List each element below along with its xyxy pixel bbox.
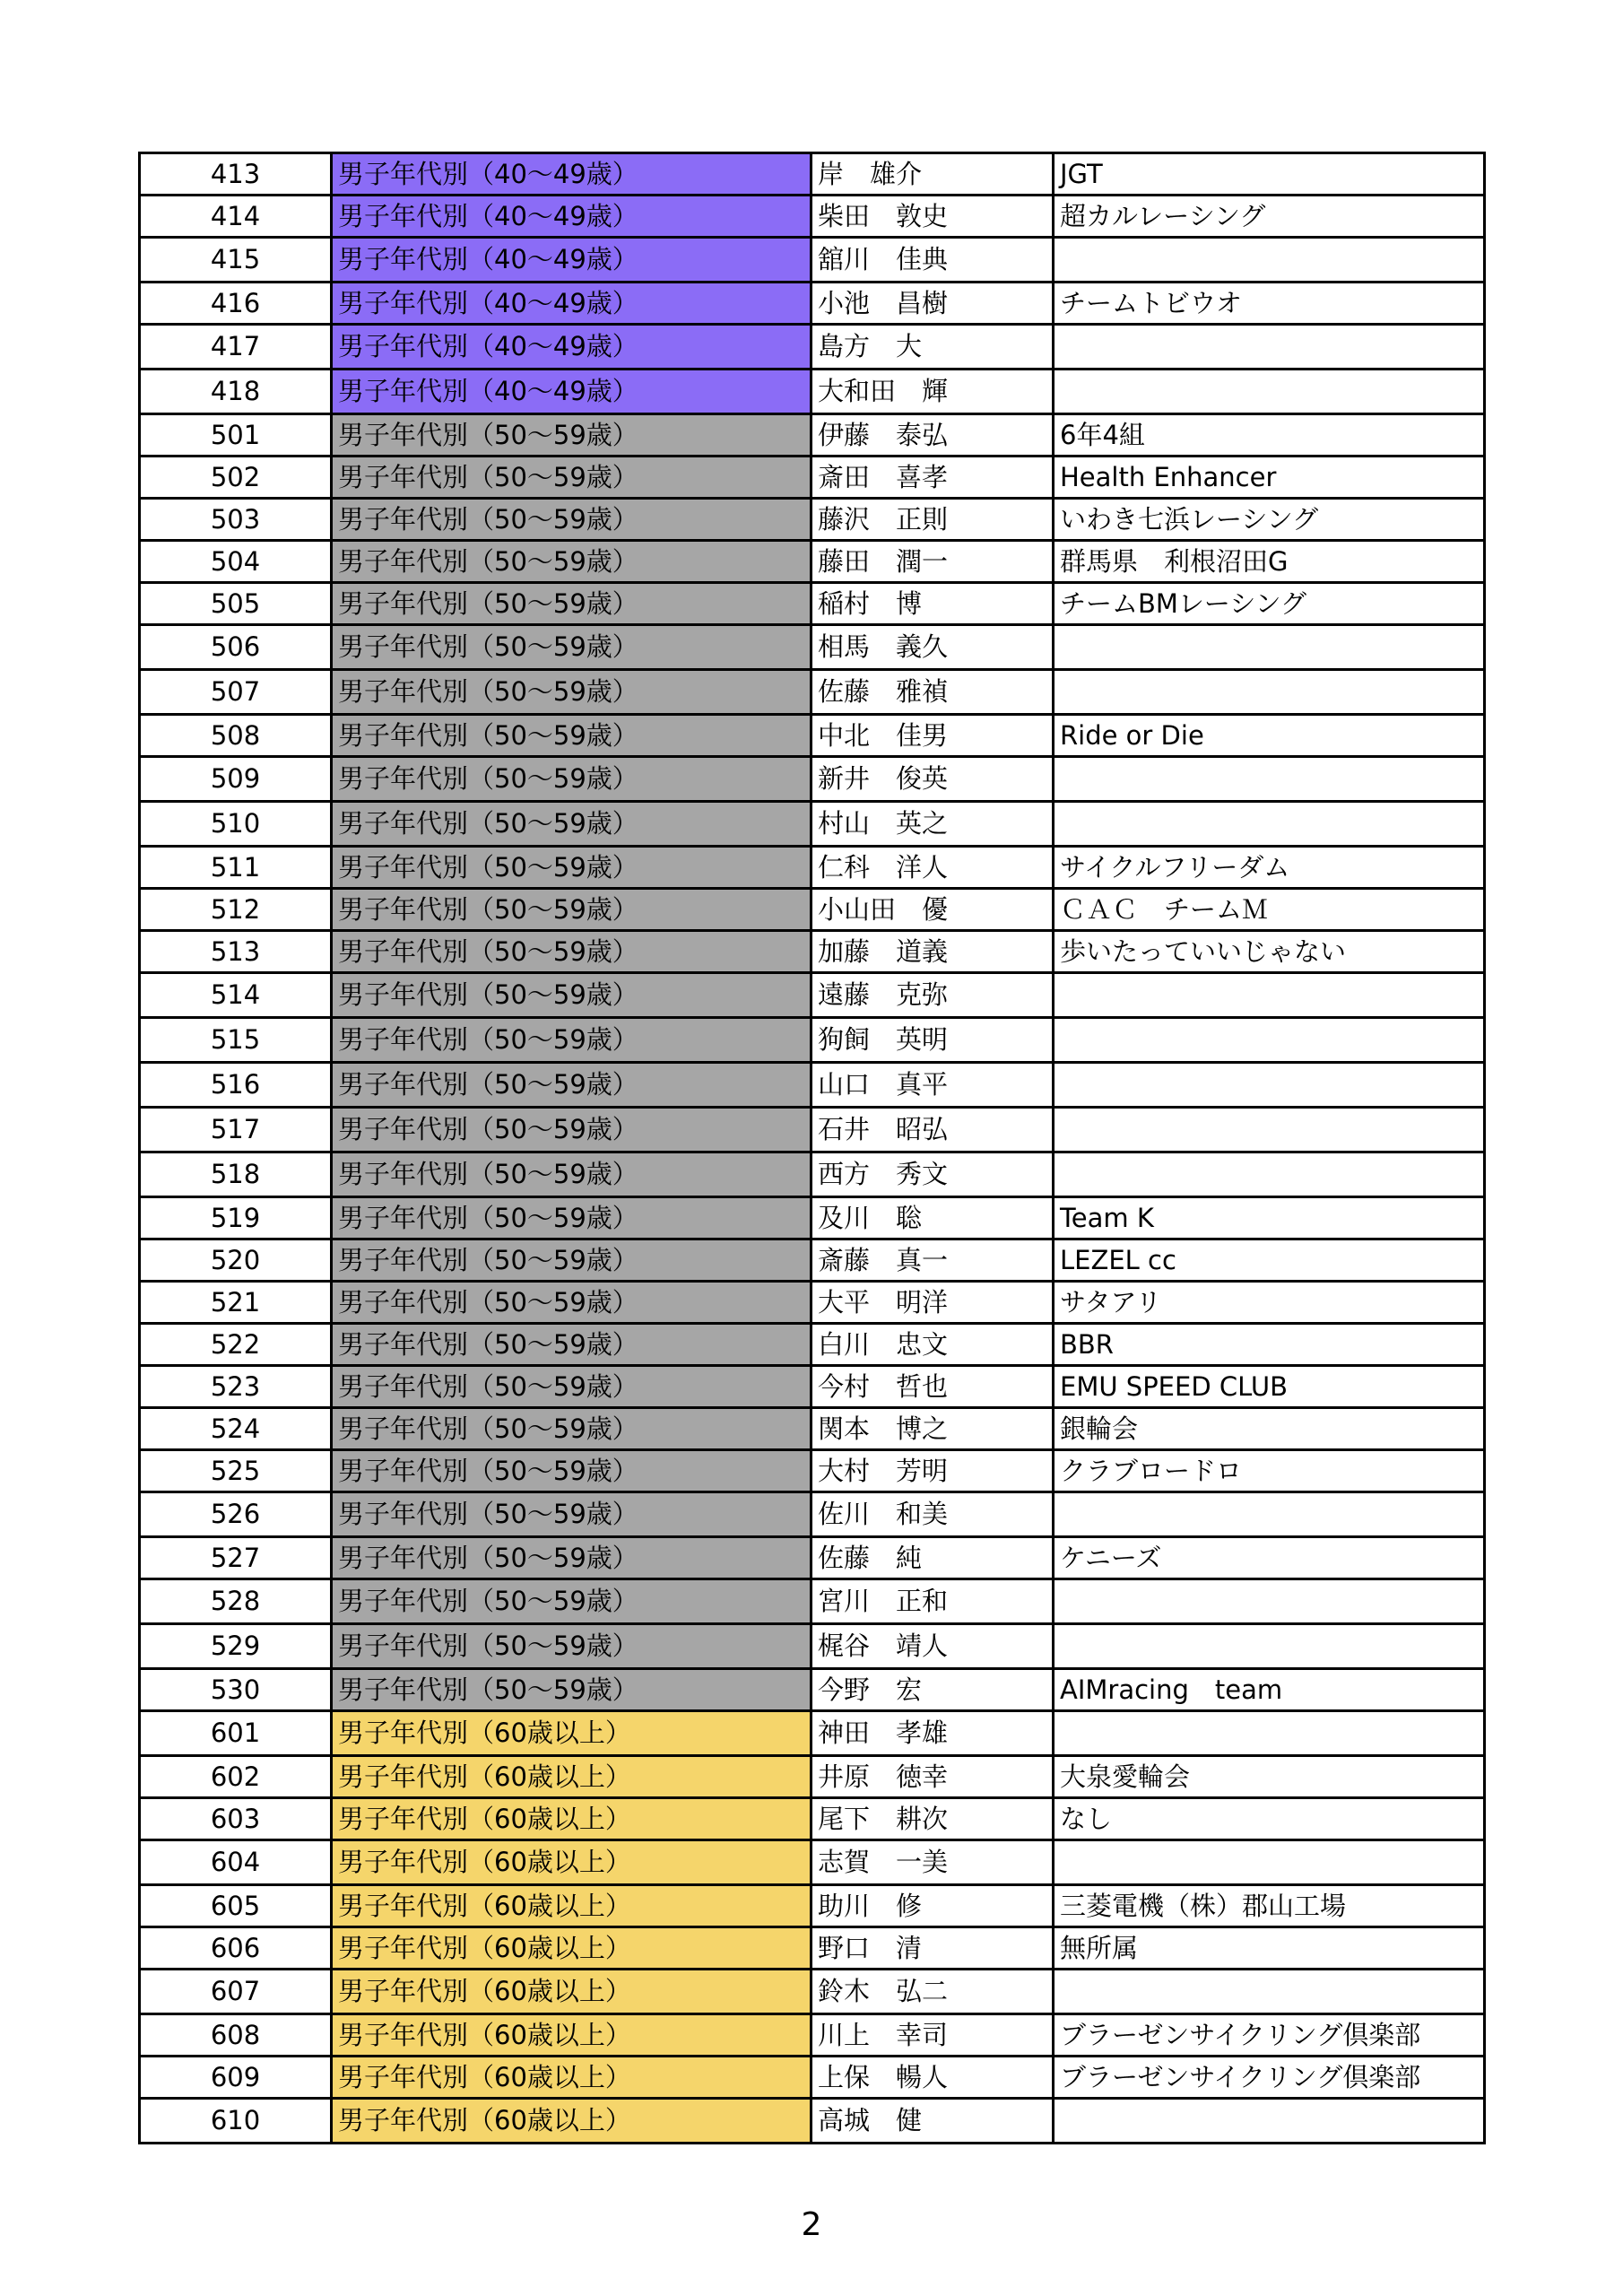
- rider-name-cell: 佐藤 純: [812, 1537, 1054, 1579]
- table-row: [140, 2014, 1485, 2057]
- category-cell: 男子年代別（60歳以上）: [332, 2099, 812, 2144]
- table-row: [140, 1756, 1485, 1798]
- category-cell: 男子年代別（50〜59歳）: [332, 583, 812, 625]
- entry-number-cell: 604: [140, 1840, 332, 1885]
- team-name-cell: [1054, 2099, 1485, 2144]
- entry-number-cell: 514: [140, 973, 332, 1018]
- category-cell: 男子年代別（50〜59歳）: [332, 1537, 812, 1579]
- table-row: [140, 847, 1485, 889]
- category-cell: 男子年代別（50〜59歳）: [332, 625, 812, 670]
- table-row: [140, 283, 1485, 325]
- table-row: [140, 1018, 1485, 1063]
- team-name-cell: [1054, 670, 1485, 715]
- rider-name-cell: 相馬 義久: [812, 625, 1054, 670]
- category-cell: 男子年代別（60歳以上）: [332, 1927, 812, 1970]
- rider-name-cell: 佐藤 雅禎: [812, 670, 1054, 715]
- rider-name-cell: 藤田 潤一: [812, 541, 1054, 583]
- rider-name-cell: 及川 聡: [812, 1197, 1054, 1239]
- entry-list-body: [140, 153, 1485, 2144]
- team-name-cell: サタアリ: [1054, 1282, 1485, 1324]
- team-name-cell: [1054, 1970, 1485, 2014]
- rider-name-cell: 助川 修: [812, 1885, 1054, 1927]
- entry-number-cell: 509: [140, 757, 332, 802]
- category-cell: 男子年代別（50〜59歳）: [332, 802, 812, 847]
- table-row: [140, 325, 1485, 370]
- category-cell: 男子年代別（50〜59歳）: [332, 414, 812, 457]
- entry-number-cell: 416: [140, 283, 332, 325]
- entry-number-cell: 418: [140, 370, 332, 414]
- entry-number-cell: 602: [140, 1756, 332, 1798]
- category-cell: 男子年代別（50〜59歳）: [332, 457, 812, 499]
- table-row: [140, 1537, 1485, 1579]
- category-cell: 男子年代別（50〜59歳）: [332, 847, 812, 889]
- category-cell: 男子年代別（50〜59歳）: [332, 1579, 812, 1624]
- category-cell: 男子年代別（50〜59歳）: [332, 973, 812, 1018]
- entry-number-cell: 606: [140, 1927, 332, 1970]
- entry-number-cell: 516: [140, 1063, 332, 1108]
- team-name-cell: 大泉愛輪会: [1054, 1756, 1485, 1798]
- team-name-cell: チームBMレーシング: [1054, 583, 1485, 625]
- table-row: [140, 1798, 1485, 1840]
- team-name-cell: [1054, 1840, 1485, 1885]
- team-name-cell: チームトビウオ: [1054, 283, 1485, 325]
- category-cell: 男子年代別（50〜59歳）: [332, 1282, 812, 1324]
- team-name-cell: サイクルフリーダム: [1054, 847, 1485, 889]
- entry-number-cell: 528: [140, 1579, 332, 1624]
- rider-name-cell: 今野 宏: [812, 1669, 1054, 1711]
- table-row: [140, 757, 1485, 802]
- entry-number-cell: 506: [140, 625, 332, 670]
- table-row: [140, 1197, 1485, 1239]
- category-cell: 男子年代別（50〜59歳）: [332, 1366, 812, 1408]
- team-name-cell: Team K: [1054, 1197, 1485, 1239]
- entry-number-cell: 503: [140, 499, 332, 541]
- rider-name-cell: 中北 佳男: [812, 715, 1054, 757]
- team-name-cell: 6年4組: [1054, 414, 1485, 457]
- entry-number-cell: 413: [140, 153, 332, 196]
- rider-name-cell: 島方 大: [812, 325, 1054, 370]
- entry-number-cell: 510: [140, 802, 332, 847]
- category-cell: 男子年代別（50〜59歳）: [332, 1624, 812, 1669]
- table-row: [140, 1324, 1485, 1366]
- category-cell: 男子年代別（60歳以上）: [332, 1970, 812, 2014]
- rider-name-cell: 斎藤 真一: [812, 1239, 1054, 1282]
- team-name-cell: JGT: [1054, 153, 1485, 196]
- rider-name-cell: 上保 暢人: [812, 2057, 1054, 2099]
- rider-name-cell: 小池 昌樹: [812, 283, 1054, 325]
- entry-number-cell: 417: [140, 325, 332, 370]
- team-name-cell: 超カルレーシング: [1054, 196, 1485, 238]
- rider-name-cell: 遠藤 克弥: [812, 973, 1054, 1018]
- rider-name-cell: 大平 明洋: [812, 1282, 1054, 1324]
- team-name-cell: [1054, 1492, 1485, 1537]
- rider-name-cell: 斎田 喜孝: [812, 457, 1054, 499]
- rider-name-cell: 石井 昭弘: [812, 1108, 1054, 1152]
- rider-name-cell: 柴田 敦史: [812, 196, 1054, 238]
- entry-number-cell: 525: [140, 1450, 332, 1492]
- table-row: [140, 2099, 1485, 2144]
- rider-name-cell: 仁科 洋人: [812, 847, 1054, 889]
- entry-number-cell: 601: [140, 1711, 332, 1756]
- rider-name-cell: 梶谷 靖人: [812, 1624, 1054, 1669]
- table-row: [140, 583, 1485, 625]
- entry-number-cell: 513: [140, 931, 332, 973]
- rider-name-cell: 藤沢 正則: [812, 499, 1054, 541]
- entry-number-cell: 527: [140, 1537, 332, 1579]
- entry-number-cell: 607: [140, 1970, 332, 2014]
- team-name-cell: [1054, 802, 1485, 847]
- category-cell: 男子年代別（50〜59歳）: [332, 1152, 812, 1197]
- category-cell: 男子年代別（50〜59歳）: [332, 1492, 812, 1537]
- team-name-cell: [1054, 1063, 1485, 1108]
- table-row: [140, 1885, 1485, 1927]
- entry-number-cell: 530: [140, 1669, 332, 1711]
- category-cell: 男子年代別（50〜59歳）: [332, 1063, 812, 1108]
- entry-list-table: [138, 152, 1486, 2144]
- entry-number-cell: 526: [140, 1492, 332, 1537]
- team-name-cell: クラブロードロ: [1054, 1450, 1485, 1492]
- entry-number-cell: 415: [140, 238, 332, 283]
- category-cell: 男子年代別（50〜59歳）: [332, 1324, 812, 1366]
- category-cell: 男子年代別（50〜59歳）: [332, 1108, 812, 1152]
- entry-number-cell: 529: [140, 1624, 332, 1669]
- entry-number-cell: 605: [140, 1885, 332, 1927]
- team-name-cell: [1054, 757, 1485, 802]
- table-row: [140, 1366, 1485, 1408]
- entry-number-cell: 511: [140, 847, 332, 889]
- team-name-cell: [1054, 1579, 1485, 1624]
- table-row: [140, 457, 1485, 499]
- entry-number-cell: 515: [140, 1018, 332, 1063]
- table-row: [140, 1711, 1485, 1756]
- category-cell: 男子年代別（40〜49歳）: [332, 325, 812, 370]
- table-row: [140, 1492, 1485, 1537]
- category-cell: 男子年代別（50〜59歳）: [332, 499, 812, 541]
- category-cell: 男子年代別（50〜59歳）: [332, 1018, 812, 1063]
- category-cell: 男子年代別（50〜59歳）: [332, 889, 812, 931]
- team-name-cell: [1054, 1711, 1485, 1756]
- category-cell: 男子年代別（40〜49歳）: [332, 196, 812, 238]
- category-cell: 男子年代別（60歳以上）: [332, 1798, 812, 1840]
- category-cell: 男子年代別（50〜59歳）: [332, 541, 812, 583]
- category-cell: 男子年代別（60歳以上）: [332, 1840, 812, 1885]
- entry-number-cell: 522: [140, 1324, 332, 1366]
- table-row: [140, 541, 1485, 583]
- team-name-cell: BBR: [1054, 1324, 1485, 1366]
- team-name-cell: [1054, 1152, 1485, 1197]
- team-name-cell: いわき七浜レーシング: [1054, 499, 1485, 541]
- table-row: [140, 1579, 1485, 1624]
- rider-name-cell: 鈴木 弘二: [812, 1970, 1054, 2014]
- table-row: [140, 931, 1485, 973]
- category-cell: 男子年代別（60歳以上）: [332, 1711, 812, 1756]
- rider-name-cell: 大村 芳明: [812, 1450, 1054, 1492]
- table-row: [140, 238, 1485, 283]
- entry-number-cell: 518: [140, 1152, 332, 1197]
- table-row: [140, 499, 1485, 541]
- category-cell: 男子年代別（50〜59歳）: [332, 1197, 812, 1239]
- rider-name-cell: 小山田 優: [812, 889, 1054, 931]
- table-row: [140, 715, 1485, 757]
- table-row: [140, 370, 1485, 414]
- team-name-cell: AIMracing team: [1054, 1669, 1485, 1711]
- rider-name-cell: 西方 秀文: [812, 1152, 1054, 1197]
- rider-name-cell: 舘川 佳典: [812, 238, 1054, 283]
- team-name-cell: ブラーゼンサイクリング倶楽部: [1054, 2014, 1485, 2057]
- category-cell: 男子年代別（60歳以上）: [332, 2014, 812, 2057]
- entry-number-cell: 521: [140, 1282, 332, 1324]
- category-cell: 男子年代別（60歳以上）: [332, 2057, 812, 2099]
- rider-name-cell: 野口 清: [812, 1927, 1054, 1970]
- team-name-cell: なし: [1054, 1798, 1485, 1840]
- rider-name-cell: 川上 幸司: [812, 2014, 1054, 2057]
- table-row: [140, 973, 1485, 1018]
- entry-number-cell: 524: [140, 1408, 332, 1450]
- table-row: [140, 1840, 1485, 1885]
- entry-number-cell: 512: [140, 889, 332, 931]
- team-name-cell: ＣＡＣ チームＭ: [1054, 889, 1485, 931]
- page-number: 2: [801, 2206, 822, 2243]
- rider-name-cell: 狗飼 英明: [812, 1018, 1054, 1063]
- entry-number-cell: 507: [140, 670, 332, 715]
- entry-number-cell: 501: [140, 414, 332, 457]
- rider-name-cell: 岸 雄介: [812, 153, 1054, 196]
- team-name-cell: 歩いたっていいじゃない: [1054, 931, 1485, 973]
- table-row: [140, 1624, 1485, 1669]
- table-row: [140, 1408, 1485, 1450]
- table-row: [140, 1282, 1485, 1324]
- table-row: [140, 1669, 1485, 1711]
- table-row: [140, 1152, 1485, 1197]
- category-cell: 男子年代別（50〜59歳）: [332, 757, 812, 802]
- team-name-cell: [1054, 1018, 1485, 1063]
- rider-name-cell: 白川 忠文: [812, 1324, 1054, 1366]
- team-name-cell: [1054, 370, 1485, 414]
- category-cell: 男子年代別（40〜49歳）: [332, 153, 812, 196]
- category-cell: 男子年代別（40〜49歳）: [332, 283, 812, 325]
- team-name-cell: ブラーゼンサイクリング倶楽部: [1054, 2057, 1485, 2099]
- rider-name-cell: 山口 真平: [812, 1063, 1054, 1108]
- entry-number-cell: 609: [140, 2057, 332, 2099]
- table-row: [140, 670, 1485, 715]
- table-row: [140, 1063, 1485, 1108]
- table-row: [140, 1927, 1485, 1970]
- rider-name-cell: 伊藤 泰弘: [812, 414, 1054, 457]
- category-cell: 男子年代別（50〜59歳）: [332, 1450, 812, 1492]
- category-cell: 男子年代別（50〜59歳）: [332, 1669, 812, 1711]
- table-row: [140, 196, 1485, 238]
- rider-name-cell: 志賀 一美: [812, 1840, 1054, 1885]
- table-row: [140, 1108, 1485, 1152]
- team-name-cell: 三菱電機（株）郡山工場: [1054, 1885, 1485, 1927]
- team-name-cell: [1054, 1108, 1485, 1152]
- category-cell: 男子年代別（60歳以上）: [332, 1885, 812, 1927]
- table-row: [140, 1239, 1485, 1282]
- team-name-cell: Ride or Die: [1054, 715, 1485, 757]
- table-row: [140, 625, 1485, 670]
- entry-number-cell: 608: [140, 2014, 332, 2057]
- entry-number-cell: 502: [140, 457, 332, 499]
- rider-name-cell: 神田 孝雄: [812, 1711, 1054, 1756]
- entry-number-cell: 508: [140, 715, 332, 757]
- team-name-cell: Health Enhancer: [1054, 457, 1485, 499]
- rider-name-cell: 宮川 正和: [812, 1579, 1054, 1624]
- rider-name-cell: 加藤 道義: [812, 931, 1054, 973]
- entry-number-cell: 517: [140, 1108, 332, 1152]
- entry-number-cell: 610: [140, 2099, 332, 2144]
- table-row: [140, 802, 1485, 847]
- entry-number-cell: 414: [140, 196, 332, 238]
- team-name-cell: [1054, 973, 1485, 1018]
- team-name-cell: 無所属: [1054, 1927, 1485, 1970]
- entry-number-cell: 505: [140, 583, 332, 625]
- team-name-cell: LEZEL cc: [1054, 1239, 1485, 1282]
- table-row: [140, 414, 1485, 457]
- category-cell: 男子年代別（50〜59歳）: [332, 1239, 812, 1282]
- rider-name-cell: 稲村 博: [812, 583, 1054, 625]
- table-row: [140, 889, 1485, 931]
- category-cell: 男子年代別（50〜59歳）: [332, 931, 812, 973]
- team-name-cell: 群馬県 利根沼田G: [1054, 541, 1485, 583]
- team-name-cell: [1054, 1624, 1485, 1669]
- category-cell: 男子年代別（60歳以上）: [332, 1756, 812, 1798]
- category-cell: 男子年代別（50〜59歳）: [332, 670, 812, 715]
- category-cell: 男子年代別（40〜49歳）: [332, 238, 812, 283]
- entry-number-cell: 520: [140, 1239, 332, 1282]
- rider-name-cell: 高城 健: [812, 2099, 1054, 2144]
- table-row: [140, 2057, 1485, 2099]
- rider-name-cell: 今村 哲也: [812, 1366, 1054, 1408]
- rider-name-cell: 村山 英之: [812, 802, 1054, 847]
- category-cell: 男子年代別（50〜59歳）: [332, 715, 812, 757]
- category-cell: 男子年代別（50〜59歳）: [332, 1408, 812, 1450]
- rider-name-cell: 尾下 耕次: [812, 1798, 1054, 1840]
- rider-name-cell: 井原 徳幸: [812, 1756, 1054, 1798]
- entry-number-cell: 603: [140, 1798, 332, 1840]
- team-name-cell: [1054, 238, 1485, 283]
- rider-name-cell: 新井 俊英: [812, 757, 1054, 802]
- rider-name-cell: 佐川 和美: [812, 1492, 1054, 1537]
- table-row: [140, 1970, 1485, 2014]
- table-row: [140, 1450, 1485, 1492]
- team-name-cell: ケニーズ: [1054, 1537, 1485, 1579]
- category-cell: 男子年代別（40〜49歳）: [332, 370, 812, 414]
- team-name-cell: [1054, 625, 1485, 670]
- entry-number-cell: 519: [140, 1197, 332, 1239]
- team-name-cell: [1054, 325, 1485, 370]
- rider-name-cell: 大和田 輝: [812, 370, 1054, 414]
- team-name-cell: EMU SPEED CLUB: [1054, 1366, 1485, 1408]
- rider-name-cell: 関本 博之: [812, 1408, 1054, 1450]
- team-name-cell: 銀輪会: [1054, 1408, 1485, 1450]
- table-row: [140, 153, 1485, 196]
- entry-number-cell: 504: [140, 541, 332, 583]
- entry-number-cell: 523: [140, 1366, 332, 1408]
